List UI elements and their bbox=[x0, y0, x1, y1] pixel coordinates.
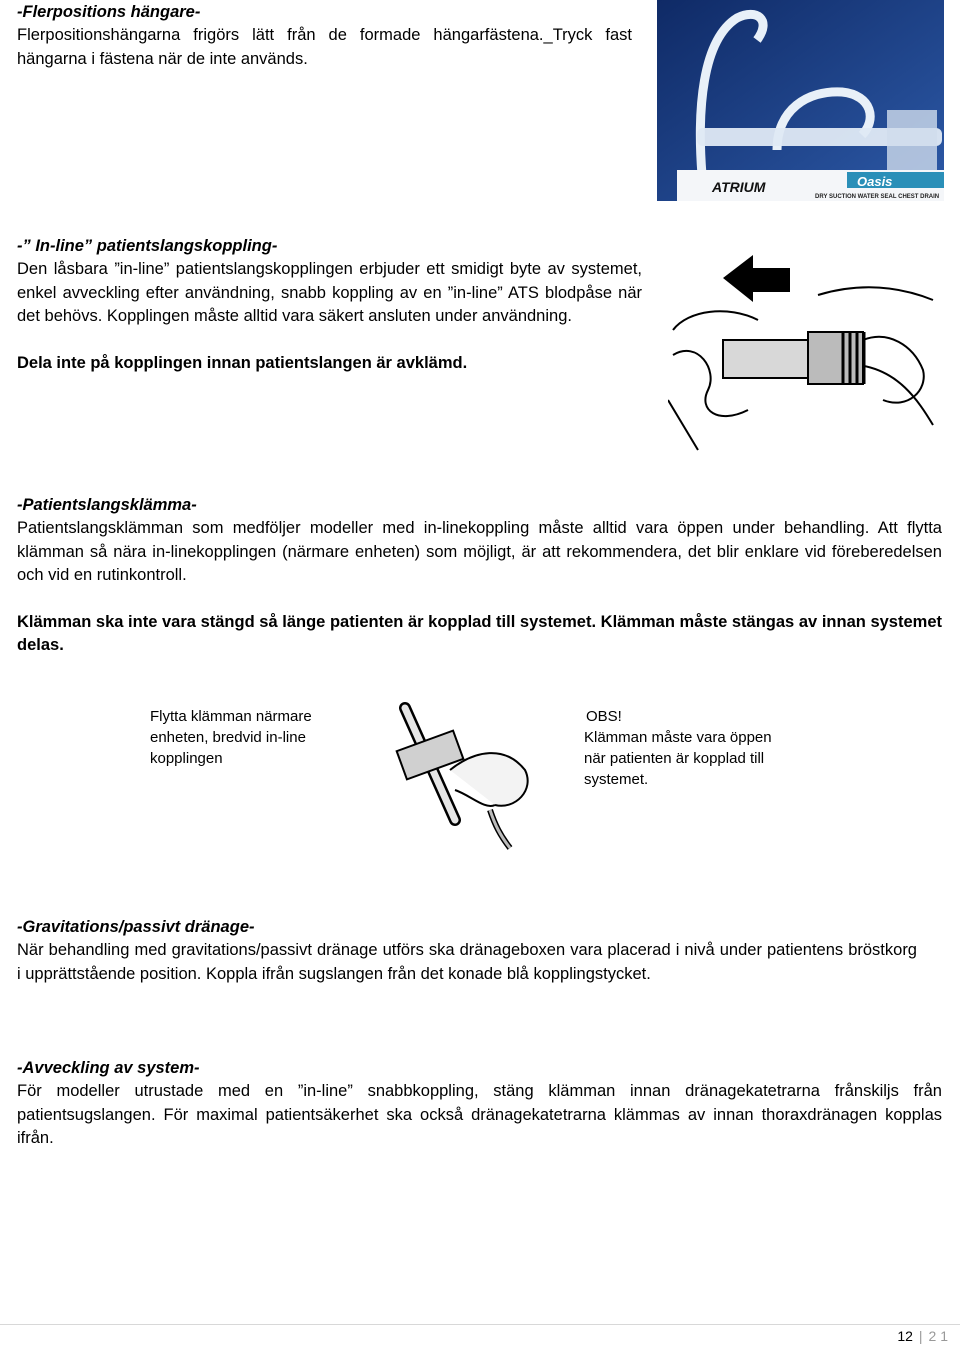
inline-warning: Dela inte på kopplingen innan patientslangen är avklämd. bbox=[17, 353, 468, 372]
shutdown-text: För modeller utrustade med en ”in-line” snabbkoppling, stäng klämman innan dränagekatetrarna frånskiljs från patientsugslangen. För maximal patientsäkerhet ska också dränagekatetrarna klämmas av innan thoraxdränagen kopplas ifrån. bbox=[17, 1082, 942, 1148]
page-number bbox=[897, 1328, 948, 1344]
gravity-text: När behandling med gravitations/passivt dränage utförs ska dränageboxen vara placerad i nivå under patientens bröstkorg i upprättstående position. Koppla ifrån sugslangen från det konade blå kopplingstycket. bbox=[17, 941, 917, 983]
clamp-caption-right-text: Klämman måste vara öppen när patienten är kopplad till systemet. bbox=[584, 729, 772, 788]
clamp-caption-left: Flytta klämman närmare enheten, bredvid in-line kopplingen bbox=[150, 708, 312, 767]
arrow-left-icon bbox=[723, 255, 790, 302]
gravity-section bbox=[17, 916, 917, 986]
obs-label: OBS! bbox=[586, 708, 622, 725]
page-number-current: 12 bbox=[897, 1328, 913, 1344]
gravity-heading: -Gravitations/passivt dränage- bbox=[17, 918, 255, 936]
inline-text: Den låsbara ”in-line” patientslangskopplingen erbjuder ett smidigt byte av systemet, enkel avveckling efter användning, snabb koppling av en ”in-line” ATS blodpåse när det behövs. Kopplingen måste alltid vara säkert ansluten under användning. bbox=[17, 260, 642, 326]
shutdown-heading: -Avveckling av system- bbox=[17, 1059, 200, 1077]
hangers-heading: -Flerpositions hängare- bbox=[17, 3, 201, 21]
coupling-illustration bbox=[668, 250, 938, 455]
clamp-heading: -Patientslangsklämma- bbox=[17, 496, 197, 514]
atrium-label: ATRIUM bbox=[712, 179, 766, 195]
clamp-text: Patientslangsklämman som medföljer modeller med in-linekoppling måste alltid vara öppen under behandling. Att flytta klämman så nära in-linekopplingen (närmare enheten) som möjligt, är att rekommendera, det blir enklare vid föreberedelsen och vid en rutinkontroll. bbox=[17, 519, 942, 585]
clamp-caption-right bbox=[584, 706, 794, 790]
hanger-photo bbox=[657, 0, 944, 201]
oasis-label: Oasis bbox=[857, 174, 893, 189]
inline-section bbox=[17, 235, 642, 375]
clamp-warning: Klämman ska inte vara stängd så länge patienten är kopplad till systemet. Klämman måste stängas av innan systemet delas. bbox=[17, 612, 942, 655]
page-number-separator: | bbox=[918, 1328, 923, 1344]
oasis-subtitle: DRY SUCTION WATER SEAL CHEST DRAIN bbox=[815, 194, 940, 200]
clamp-section bbox=[17, 494, 942, 657]
inline-heading: -” In-line” patientslangskoppling- bbox=[17, 237, 278, 255]
footer-divider bbox=[0, 1324, 960, 1325]
hangers-text: Flerpositionshängarna frigörs lätt från de formade hängarfästena._Tryck fast hängarna i fästena när de inte används. bbox=[17, 26, 632, 68]
clamp-illustration bbox=[395, 700, 545, 855]
page-number-suffix: 2 1 bbox=[928, 1328, 948, 1344]
shutdown-section bbox=[17, 1057, 942, 1151]
hangers-section bbox=[17, 1, 632, 71]
